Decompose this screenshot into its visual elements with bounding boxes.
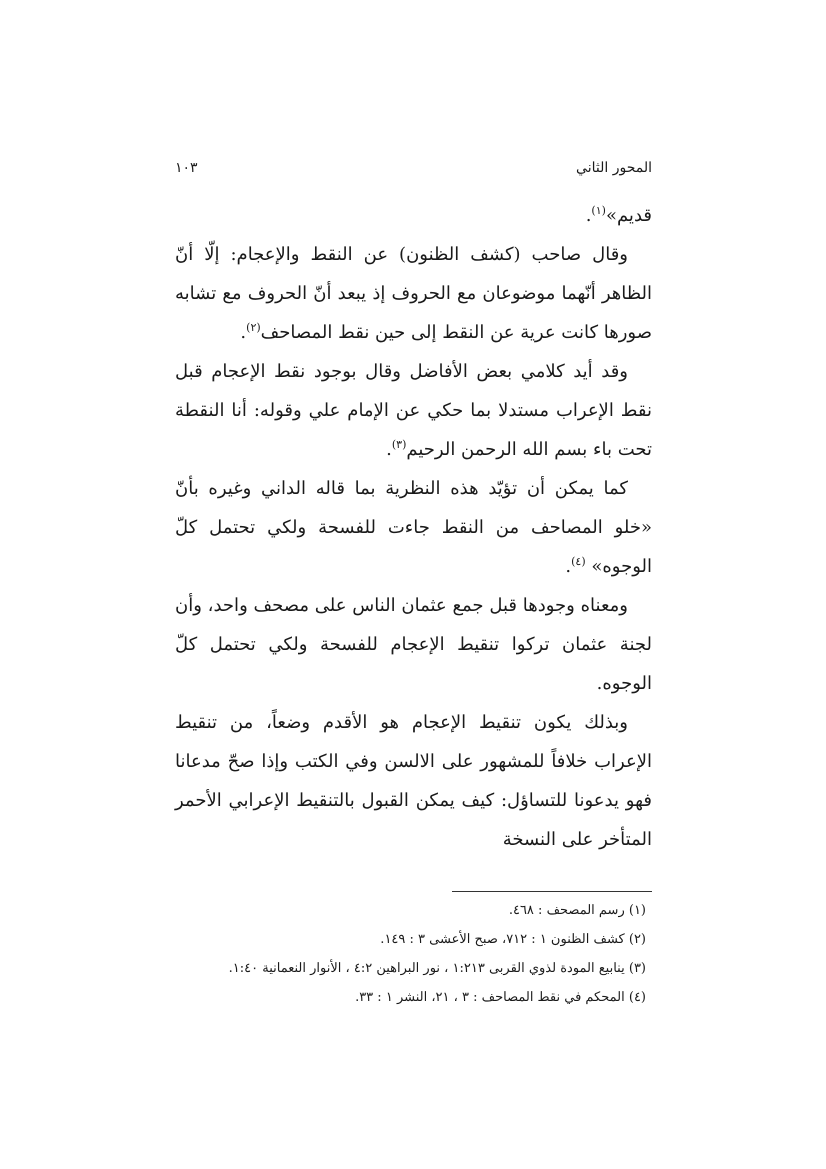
footnote-ref-2: (٢) bbox=[246, 321, 261, 334]
paragraph-3: وقد أيد كلامي بعض الأفاضل وقال بوجود نقط الإعجام قبل نقط الإعراب مستدلا بما حكي عن الإمام علي وقوله: أنا النقطة تحت باء بسم الله الرحمن الرحيم$^{(٣)}$. bbox=[175, 361, 652, 460]
document-page bbox=[175, 160, 652, 1120]
footnotes bbox=[175, 896, 652, 1012]
chapter-title: المحور الثاني bbox=[576, 160, 652, 176]
running-header bbox=[175, 160, 652, 190]
footnote-divider bbox=[452, 891, 652, 892]
footnote-4: (٤) المحكم في نقط المصاحف : ٣ ، ٢١، النشر ١ : ٣٣. bbox=[355, 990, 646, 1005]
paragraph-4: كما يمكن أن تؤيّد هذه النظرية بما قاله الداني وغيره بأنّ «خلو المصاحف من النقط جاءت للفسحة ولكي تحتمل كلّ الوجوه» $^{(٤)}$. bbox=[175, 478, 652, 577]
footnote-3: (٣) ينابيع المودة لذوي القربى ١:٢١٣ ، نور البراهين ٤:٢ ، الأنوار النعمانية ١:٤٠. bbox=[228, 961, 646, 976]
paragraph-5: ومعناه وجودها قبل جمع عثمان الناس على مصحف واحد، وأن لجنة عثمان تركوا تنقيط الإعجام للفسحة ولكي تحتمل كلّ الوجوه. bbox=[175, 595, 652, 694]
page-number: ١٠٣ bbox=[175, 160, 198, 176]
footnote-ref-4: (٤) bbox=[571, 555, 586, 568]
paragraph-6: وبذلك يكون تنقيط الإعجام هو الأقدم وضعاً، من تنقيط الإعراب خلافاً للمشهور على الالسن وفي الكتب وإذا صحّ مدعانا فهو يدعونا للتساؤل: كيف يمكن القبول بالتنقيط الإعرابي الأحمر المتأخر على النسخة bbox=[175, 712, 652, 850]
main-text bbox=[175, 196, 652, 859]
footnote-2: (٢) كشف الظنون ١ : ٧١٢، صبح الأعشى ٣ : ١٤٩. bbox=[380, 932, 646, 947]
paragraph-2: وقال صاحب (كشف الظنون) عن النقط والإعجام: إلّا أنّ الظاهر أنّهما موضوعان مع الحروف إذ يبعد أنّ الحروف مع تشابه صورها كانت عرية عن النقط إلى حين نقط المصاحف$^{(٢)}$. bbox=[175, 244, 652, 343]
footnote-ref-1: (١) bbox=[591, 204, 606, 217]
paragraph-1: قديم»$^{(١)}$. bbox=[585, 204, 652, 226]
footnote-ref-3: (٣) bbox=[391, 438, 407, 451]
footnote-1: (١) رسم المصحف : ٤٦٨. bbox=[508, 903, 646, 918]
